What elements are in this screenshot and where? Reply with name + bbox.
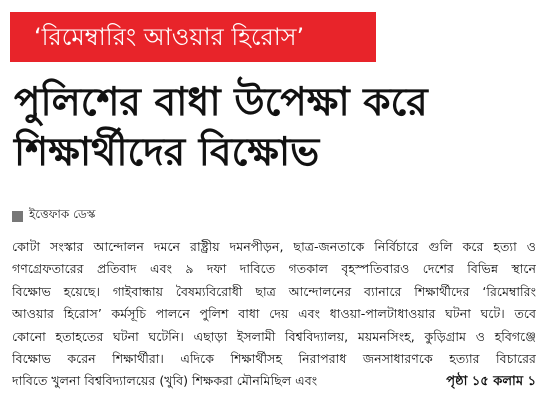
article-headline — [14, 78, 534, 178]
body-line: কোটা সংস্কার আন্দোলন দমনে রাষ্ট্রীয় দমনপীড়ন, ছাত্র-জনতাকে নির্বিচারে গুলি করে হত্যা ও — [12, 239, 536, 254]
body-line: বিক্ষোভ করেন শিক্ষার্থীরা। এদিকে শিক্ষার্থীসহ নিরাপরাধ জনসাধারণকে হত্যার বিচারের — [12, 351, 536, 367]
byline — [12, 206, 95, 226]
body-line: গণগ্রেফতারের প্রতিবাদ এবং ৯ দফা দাবিতে গতকাল বৃহস্পতিবারও দেশের বিভিন্ন স্থানে — [12, 261, 536, 277]
byline-text: ইত্তেফাক ডেস্ক — [29, 207, 96, 221]
section-kicker-banner — [10, 12, 376, 62]
continuation-page-reference: পৃষ্ঠা ১৫ কলাম ১ — [446, 374, 536, 389]
headline-line-1: পুলিশের বাধা উপেক্ষা করে — [14, 80, 428, 125]
body-line: দাবিতে খুলনা বিশ্ববিদ্যালয়ের (খুবি) শিক্ষকরা মৌনমিছিল এবং — [12, 373, 318, 389]
article-body — [12, 236, 536, 393]
body-line: কোনো হতাহতের ঘটনা ঘটেনি। এছাড়া ইসলামী বিশ্ববিদ্যালয়, ময়মনসিংহ, কুড়িগ্রাম ও হবিগঞ্জে — [12, 328, 536, 344]
headline-line-2: শিক্ষার্থীদের বিক্ষোভ — [14, 130, 320, 175]
kicker-text: ‘রিমেম্বারিং আওয়ার হিরোস’ — [34, 23, 305, 51]
square-icon — [12, 211, 23, 222]
body-line: বিক্ষোভ হয়েছে। গাইবান্ধায় বৈষম্যবিরোধী ছাত্র আন্দোলনের ব্যানারে শিক্ষার্থীদের ‘রিমেম্বারিং — [12, 283, 536, 299]
body-line: আওয়ার হিরোস’ কর্মসূচি পালনে পুলিশ বাধা দেয় এবং ধাওয়া-পালটাধাওয়ার ঘটনা ঘটে। তবে — [12, 306, 536, 322]
